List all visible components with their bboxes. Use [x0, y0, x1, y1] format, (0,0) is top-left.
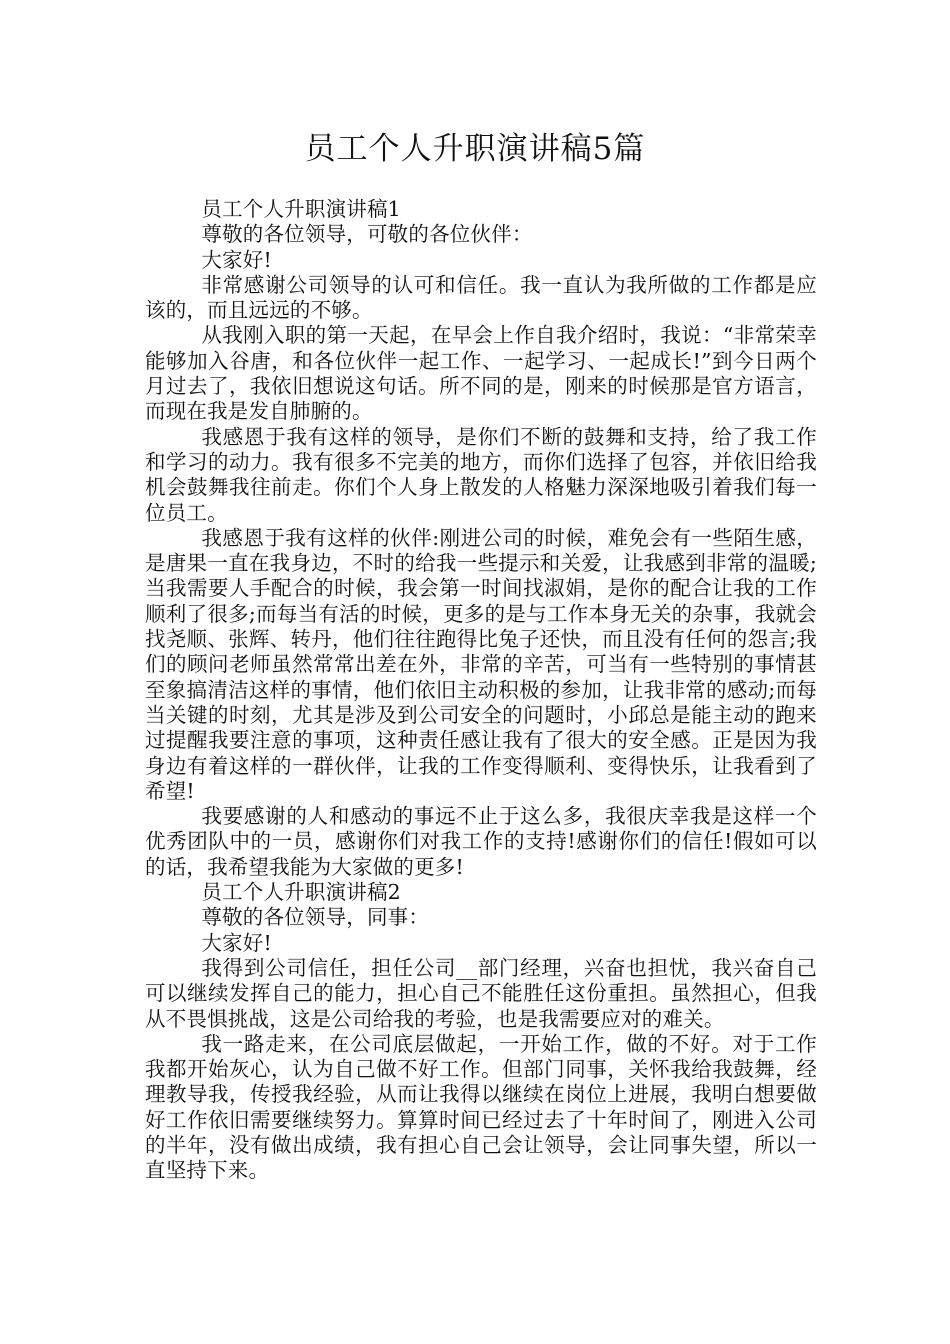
- speech-1-greeting: 大家好!: [201, 247, 272, 272]
- speech-1-heading: 员工个人升职演讲稿1: [201, 197, 401, 221]
- body-paragraph: 我得到公司信任，担任公司__部门经理，兴奋也担忧，我兴奋自己可以继续发挥自己的能力，担心自己不能胜任这份重担。虽然担心，但我从不畏惧挑战，这是公司给我的考验，也是我需要应对的难关。: [145, 955, 817, 1031]
- speech-1-salutation: 尊敬的各位领导，可敬的各位伙伴：: [201, 222, 533, 247]
- body-paragraph: 我要感谢的人和感动的事远不止于这么多，我很庆幸我是这样一个优秀团队中的一员，感谢你们对我工作的支持!感谢你们的信任!假如可以的话，我希望我能为大家做的更多!: [145, 804, 817, 879]
- body-paragraph: 非常感谢公司领导的认可和信任。我一直认为我所做的工作都是应该的，而且远远的不够。: [145, 272, 817, 323]
- speech-2-greeting: 大家好!: [201, 930, 272, 955]
- body-paragraph: 我感恩于我有这样的伙伴:刚进公司的时候，难免会有一些陌生感，是唐果一直在我身边，不时的给我一些提示和关爱，让我感到非常的温暖;当我需要人手配合的时候，我会第一时间找淑娟，是你的配合让我的工作顺利了很多;而每当有活的时候，更多的是与工作本身无关的杂事，我就会找尧顺、张辉、转丹，他们往往跑得比兔子还快，而且没有任何的怨言;我们的顾问老师虽然常常出差在外，非常的辛苦，可当有一些特别的事情甚至象搞清洁这样的事情，他们依旧主动积极的参加，让我非常的感动;而每当关键的时刻，尤其是涉及到公司安全的问题时，小邱总是能主动的跑来过提醒我要注意的事项，这种责任感让我有了很大的安全感。正是因为我身边有着这样的一群伙伴，让我的工作变得顺利、变得快乐，让我看到了希望!: [145, 525, 817, 803]
- document-title: 员工个人升职演讲稿5篇: [304, 131, 646, 167]
- speech-2-salutation: 尊敬的各位领导，同事：: [201, 905, 430, 930]
- body-paragraph: 我一路走来，在公司底层做起，一开始工作，做的不好。对于工作我都开始灰心，认为自己做不好工作。但部门同事，关怀我给我鼓舞，经理教导我，传授我经验，从而让我得以继续在岗位上进展，我明白想要做好工作依旧需要继续努力。算算时间已经过去了十年时间了，刚进入公司的半年，没有做出成绩，我有担心自己会让领导，会让同事失望，所以一直坚持下来。: [145, 1031, 817, 1183]
- body-paragraph: 从我刚入职的第一天起，在早会上作自我介绍时，我说：“非常荣幸能够加入谷唐，和各位伙伴一起工作、一起学习、一起成长!”到今日两个月过去了，我依旧想说这句话。所不同的是，刚来的时候那是官方语言，而现在我是发自肺腑的。: [145, 323, 817, 424]
- body-paragraph: 我感恩于我有这样的领导，是你们不断的鼓舞和支持，给了我工作和学习的动力。我有很多不完美的地方，而你们选择了包容，并依旧给我机会鼓舞我往前走。你们个人身上散发的人格魅力深深地吸引着我们每一位员工。: [145, 424, 817, 525]
- document-body: [145, 197, 817, 1184]
- speech-2-heading: 员工个人升职演讲稿2: [201, 880, 401, 905]
